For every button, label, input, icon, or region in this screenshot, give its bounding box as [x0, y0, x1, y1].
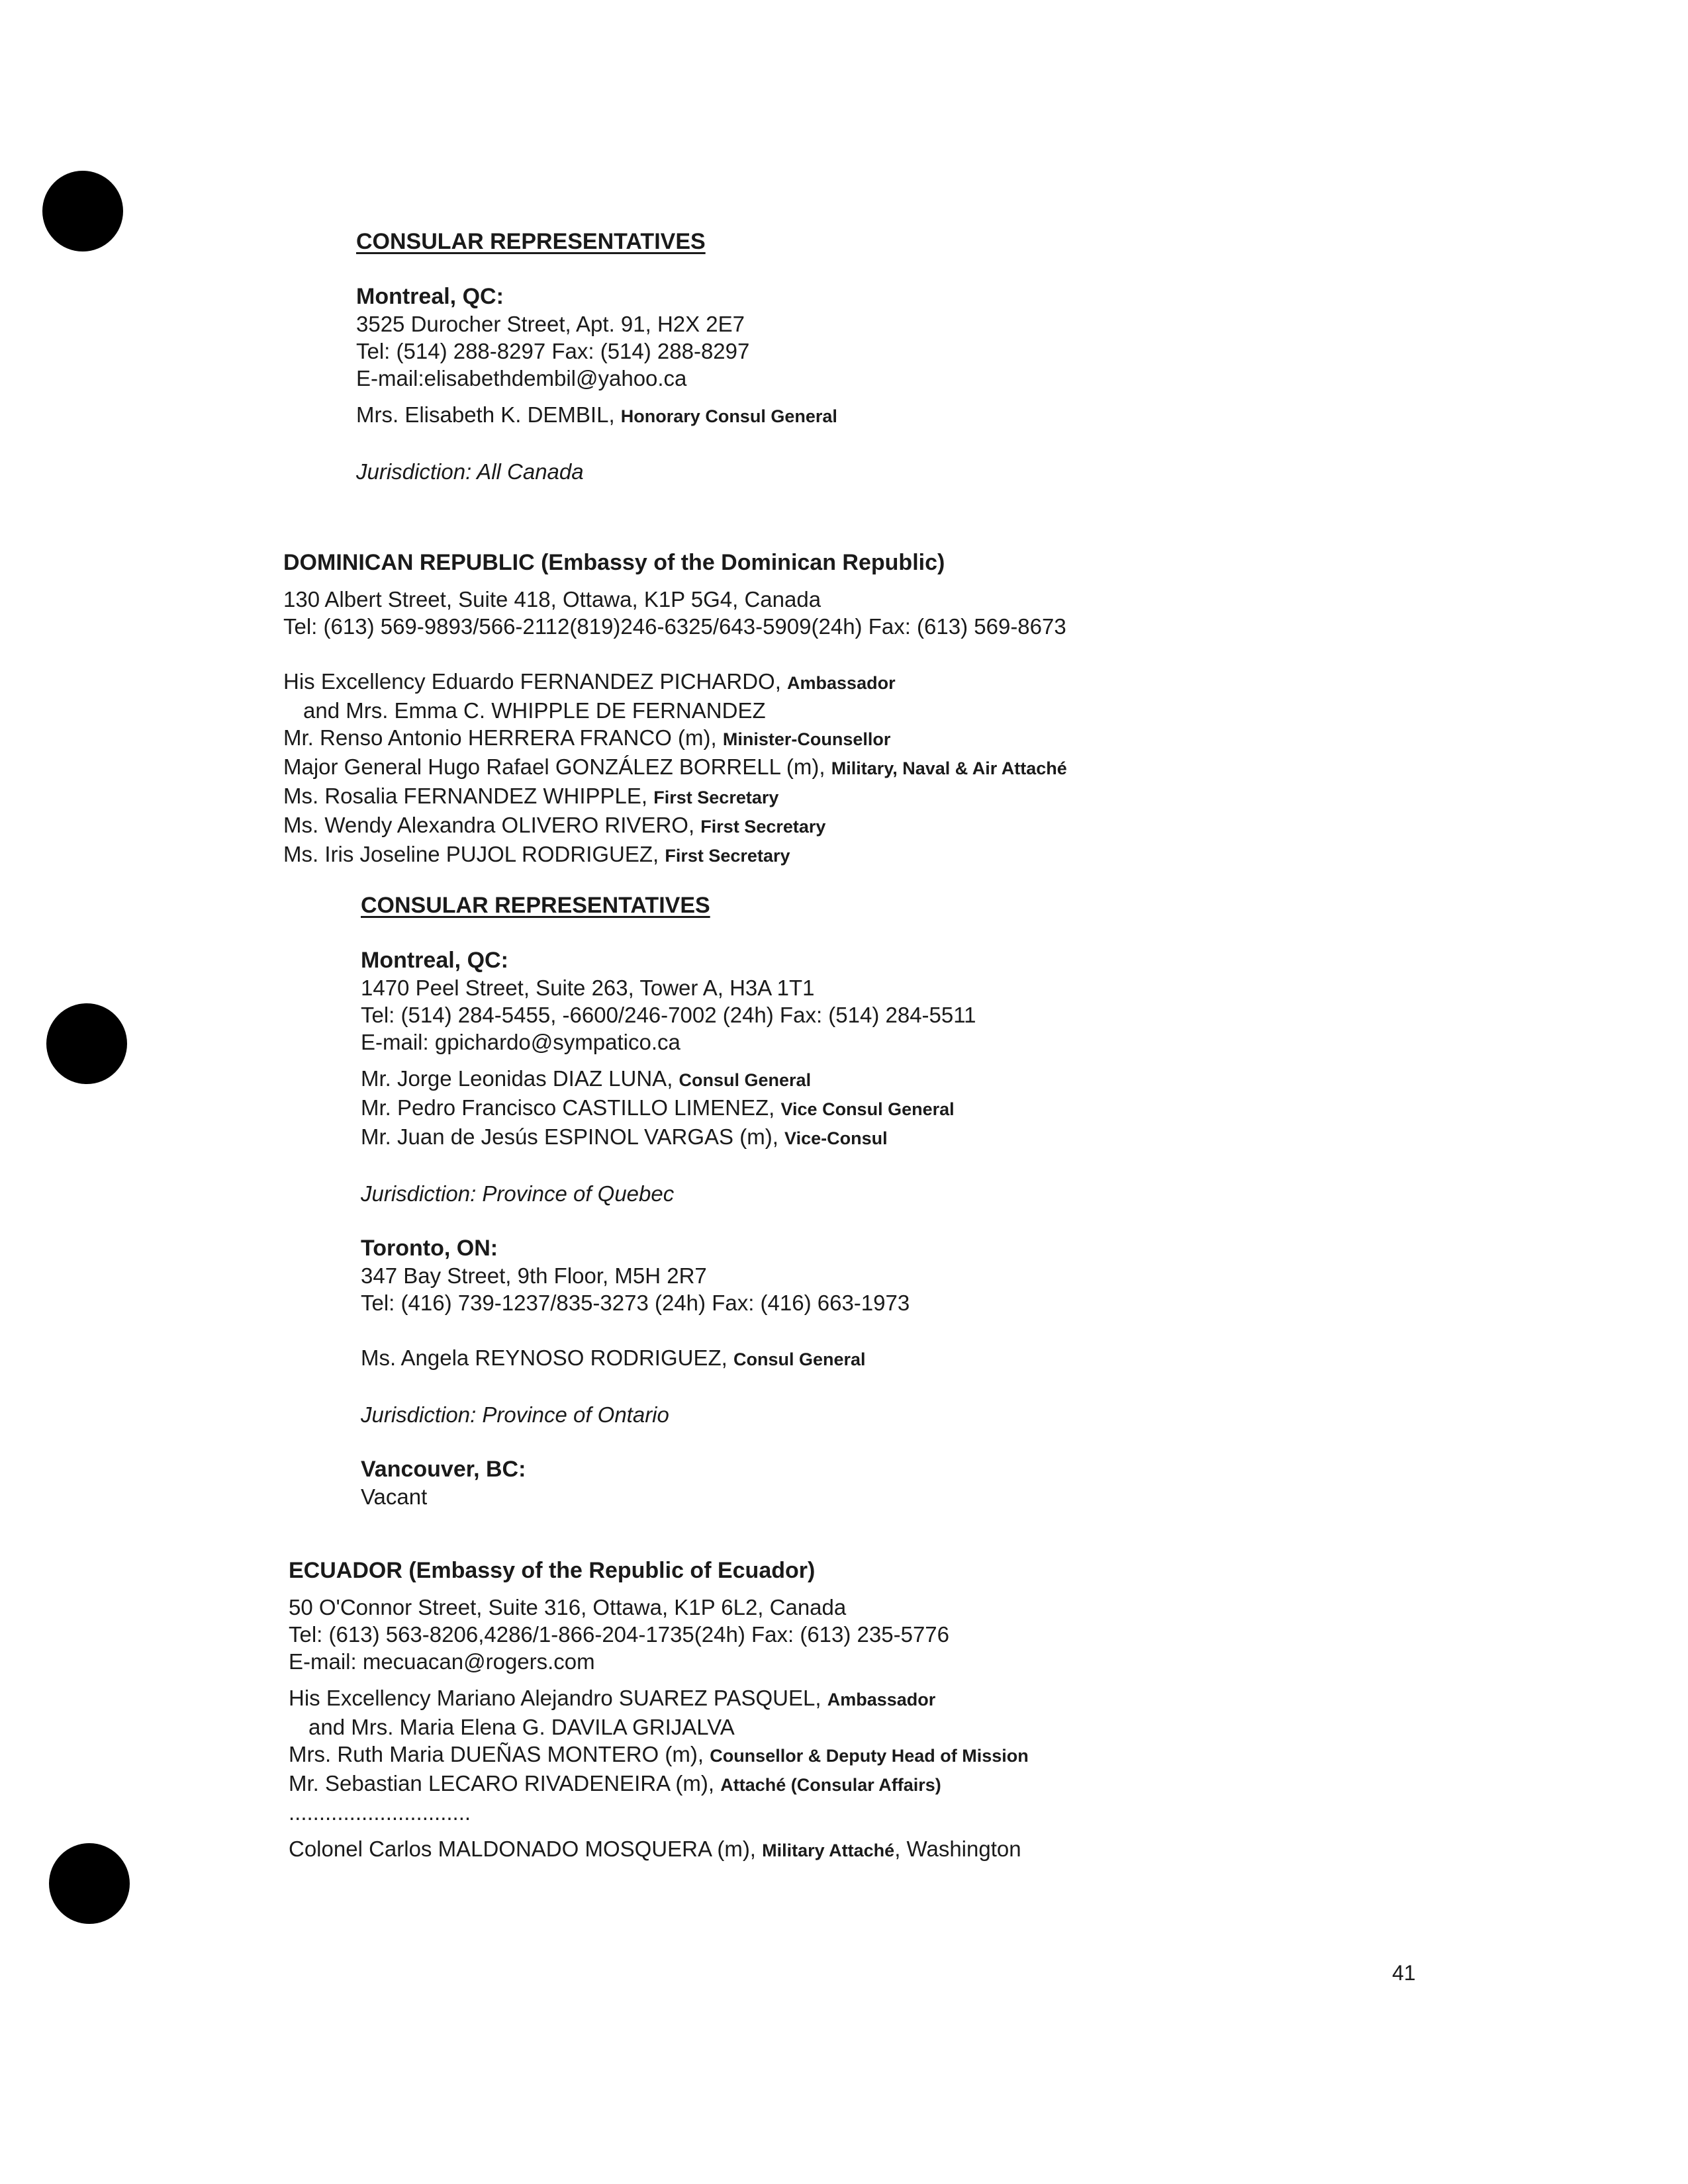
staff-title: Ambassador	[827, 1690, 936, 1709]
office-city: Toronto, ON:	[361, 1236, 498, 1261]
country-dominican-republic	[283, 549, 1067, 870]
office-city: Vancouver, BC:	[361, 1457, 526, 1482]
office-address: 3525 Durocher Street, Apt. 91, H2X 2E7	[356, 312, 745, 336]
staff-name: Mr. Jorge Leonidas DIAZ LUNA,	[361, 1066, 679, 1091]
page-number: 41	[1392, 1961, 1416, 1985]
staff-entry	[361, 1094, 976, 1123]
staff-title: Military Attaché	[762, 1841, 895, 1860]
staff-entry	[361, 1065, 976, 1094]
staff-title: Counsellor & Deputy Head of Mission	[710, 1746, 1029, 1766]
staff-name: Ms. Iris Joseline PUJOL RODRIGUEZ,	[283, 842, 665, 866]
staff-entry	[283, 753, 1067, 782]
staff-entry	[289, 1713, 1029, 1741]
office-city: Montreal, QC:	[361, 948, 508, 973]
staff-name: Mr. Pedro Francisco CASTILLO LIMENEZ,	[361, 1095, 781, 1120]
office-status: Vacant	[361, 1484, 428, 1509]
embassy-address: 50 O'Connor Street, Suite 316, Ottawa, K1P 6L2, Canada	[289, 1595, 847, 1619]
staff-entry	[361, 1123, 976, 1152]
staff-entry	[356, 401, 837, 430]
staff-entry-nonresident	[289, 1835, 1029, 1864]
staff-title: Vice Consul General	[780, 1099, 955, 1119]
staff-title: Minister-Counsellor	[722, 729, 891, 749]
staff-title: Ambassador	[787, 673, 896, 693]
staff-entry	[289, 1770, 1029, 1799]
staff-name: Mr. Renso Antonio HERRERA FRANCO (m),	[283, 725, 723, 750]
staff-name: and Mrs. Emma C. WHIPPLE DE FERNANDEZ	[303, 698, 766, 723]
office-address: 1470 Peel Street, Suite 263, Tower A, H3A 1T1	[361, 976, 815, 1000]
staff-entry	[283, 668, 1067, 697]
staff-title: Attaché (Consular Affairs)	[720, 1775, 941, 1795]
staff-name: Ms. Wendy Alexandra OLIVERO RIVERO,	[283, 813, 701, 837]
binder-hole-bottom	[49, 1843, 130, 1924]
staff-name: Mr. Sebastian LECARO RIVADENEIRA (m),	[289, 1771, 721, 1796]
staff-entry	[361, 1344, 976, 1373]
office-email: E-mail: gpichardo@sympatico.ca	[361, 1030, 680, 1054]
staff-location: , Washington	[894, 1837, 1021, 1861]
staff-name: Major General Hugo Rafael GONZÁLEZ BORRELL (m),	[283, 754, 831, 779]
staff-name: His Excellency Eduardo FERNANDEZ PICHARDO,	[283, 669, 788, 694]
staff-entry	[289, 1741, 1029, 1770]
staff-entry	[283, 811, 1067, 841]
staff-entry	[283, 697, 1067, 724]
staff-title: First Secretary	[700, 817, 826, 837]
staff-entry	[283, 841, 1067, 870]
consular-section-1	[356, 228, 837, 485]
staff-name: Mr. Juan de Jesús ESPINOL VARGAS (m),	[361, 1124, 785, 1149]
staff-title: First Secretary	[653, 788, 779, 807]
office-email: E-mail:elisabethdembil@yahoo.ca	[356, 366, 687, 390]
staff-entry	[283, 724, 1067, 753]
country-ecuador	[289, 1557, 1029, 1864]
office-city: Montreal, QC:	[356, 284, 504, 309]
jurisdiction: Jurisdiction: All Canada	[356, 459, 584, 484]
staff-name: Colonel Carlos MALDONADO MOSQUERA (m),	[289, 1837, 763, 1861]
section-heading: CONSULAR REPRESENTATIVES	[356, 229, 706, 254]
staff-title: Vice-Consul	[784, 1128, 888, 1148]
staff-name: Ms. Rosalia FERNANDEZ WHIPPLE,	[283, 784, 654, 808]
staff-entry	[283, 782, 1067, 811]
staff-title: Military, Naval & Air Attaché	[831, 758, 1067, 778]
embassy-tel: Tel: (613) 569-9893/566-2112(819)246-6325/643-5909(24h) Fax: (613) 569-8673	[283, 614, 1066, 639]
jurisdiction: Jurisdiction: Province of Ontario	[361, 1402, 669, 1427]
staff-title: Consul General	[733, 1349, 866, 1369]
country-heading: DOMINICAN REPUBLIC (Embassy of the Dominican Republic)	[283, 550, 945, 575]
staff-name: His Excellency Mariano Alejandro SUAREZ PASQUEL,	[289, 1686, 827, 1710]
staff-title: First Secretary	[665, 846, 790, 866]
binder-hole-top	[42, 171, 123, 251]
office-address: 347 Bay Street, 9th Floor, M5H 2R7	[361, 1263, 707, 1288]
staff-entry	[289, 1684, 1029, 1713]
consular-section-dominican	[361, 892, 976, 1510]
embassy-tel: Tel: (613) 563-8206,4286/1-866-204-1735(24h) Fax: (613) 235-5776	[289, 1622, 950, 1647]
section-heading: CONSULAR REPRESENTATIVES	[361, 893, 710, 918]
country-heading: ECUADOR (Embassy of the Republic of Ecuador)	[289, 1558, 816, 1583]
staff-name: and Mrs. Maria Elena G. DAVILA GRIJALVA	[308, 1715, 735, 1739]
staff-title: Consul General	[679, 1070, 812, 1090]
staff-name: Mrs. Elisabeth K. DEMBIL,	[356, 402, 621, 427]
separator: ..............................	[289, 1800, 471, 1825]
office-tel: Tel: (514) 284-5455, -6600/246-7002 (24h) Fax: (514) 284-5511	[361, 1003, 976, 1027]
staff-title: Honorary Consul General	[620, 406, 837, 426]
binder-hole-middle	[46, 1003, 127, 1084]
staff-name: Mrs. Ruth Maria DUEÑAS MONTERO (m),	[289, 1742, 710, 1766]
office-tel: Tel: (416) 739-1237/835-3273 (24h) Fax: (416) 663-1973	[361, 1291, 910, 1315]
staff-name: Ms. Angela REYNOSO RODRIGUEZ,	[361, 1345, 733, 1370]
embassy-email: E-mail: mecuacan@rogers.com	[289, 1649, 595, 1674]
embassy-address: 130 Albert Street, Suite 418, Ottawa, K1P 5G4, Canada	[283, 587, 821, 612]
jurisdiction: Jurisdiction: Province of Quebec	[361, 1181, 675, 1206]
office-tel: Tel: (514) 288-8297 Fax: (514) 288-8297	[356, 339, 750, 363]
